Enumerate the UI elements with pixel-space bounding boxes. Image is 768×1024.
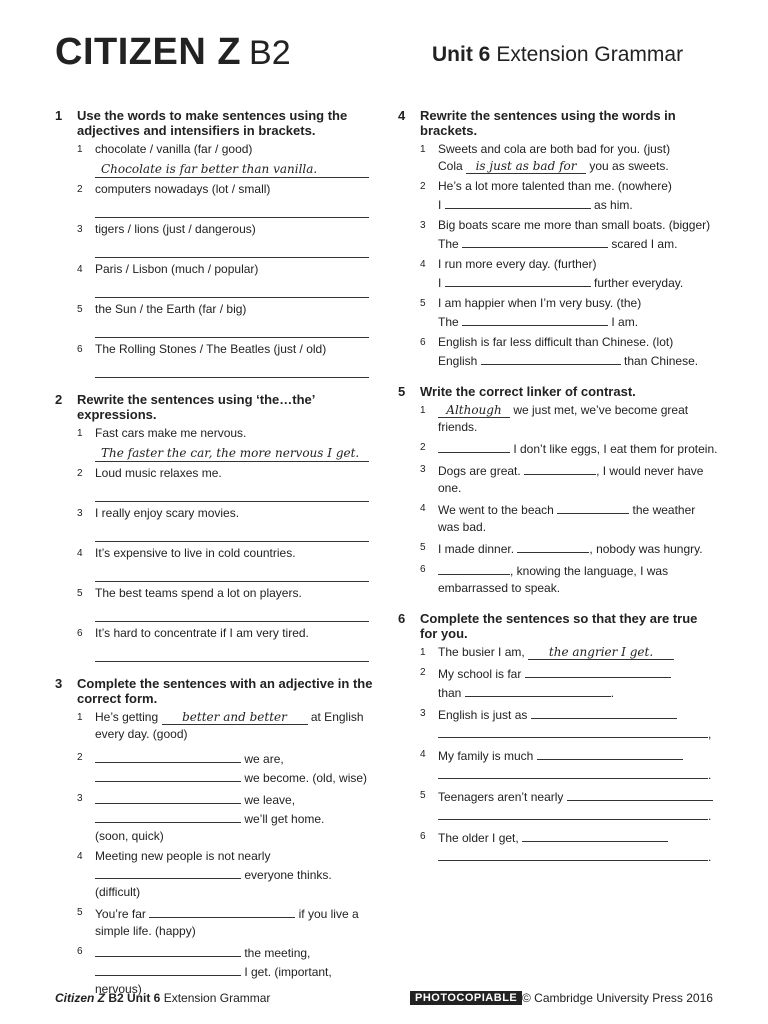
left-column	[55, 108, 375, 998]
answer-blank[interactable]	[95, 865, 241, 879]
exercise-1	[55, 108, 375, 378]
exercise-2	[55, 392, 375, 662]
answer-blank[interactable]	[525, 664, 671, 678]
answer-blank[interactable]	[445, 195, 591, 209]
answer-line[interactable]	[95, 485, 369, 502]
right-column	[398, 108, 718, 866]
unit-title: Extension Grammar	[496, 43, 684, 66]
answer-blank[interactable]	[445, 273, 591, 287]
list-item: 3 Big boats scare me more than small boats. (bigger) The scared I am.	[420, 218, 711, 251]
exercise-5	[398, 384, 718, 597]
answer-blank[interactable]	[438, 724, 708, 738]
answer-line[interactable]	[95, 565, 369, 582]
footer-book-info	[55, 991, 270, 1005]
exercise-heading: 1 Use the words to make sentences using the adjectives and intensifiers in brackets.	[55, 108, 348, 138]
list-item: 6 The Rolling Stones / The Beatles (just / old)	[55, 341, 375, 378]
list-item: 4 It’s expensive to live in cold countries.	[55, 545, 375, 582]
answer-blank[interactable]	[95, 943, 241, 957]
list-item: 1 chocolate / vanilla (far / good) Chocolate is far better than vanilla.	[55, 141, 375, 178]
list-item: 2 Loud music relaxes me.	[55, 465, 375, 502]
list-item: 2 computers nowadays (lot / small)	[55, 181, 375, 218]
copyright-text: © Cambridge University Press 2016	[522, 991, 713, 1005]
answer-blank[interactable]	[522, 828, 668, 842]
list-item: 5 You’re far if you live a simple life. (happy)	[55, 904, 375, 940]
list-item: 3 Dogs are great. , I would never have one.	[398, 461, 718, 497]
answer-blank[interactable]	[438, 806, 708, 820]
answer-blank[interactable]	[438, 439, 510, 453]
answer-blank[interactable]	[95, 962, 241, 976]
answer-blank[interactable]	[438, 561, 510, 575]
answer-blank[interactable]	[567, 787, 713, 801]
answer-blank[interactable]: better and better	[162, 711, 308, 725]
list-item: 4 We went to the beach the weather was bad.	[398, 500, 718, 536]
brand-title	[55, 30, 291, 75]
exercise-heading: 3 Complete the sentences with an adjective in the correct form.	[55, 676, 373, 706]
exercise-heading: 5 Write the correct linker of contrast.	[398, 384, 636, 399]
answer-line[interactable]	[95, 241, 369, 258]
answer-blank[interactable]: the angrier I get.	[528, 646, 674, 660]
list-item: 5 I am happier when I’m very busy. (the) The I am.	[420, 296, 642, 329]
list-item: 5 Teenagers aren’t nearly .	[398, 787, 718, 825]
brand-name: CITIZEN Z	[55, 31, 242, 73]
answer-line[interactable]	[95, 361, 369, 378]
answer-blank[interactable]	[524, 461, 596, 475]
answer-blank[interactable]: is just as bad for	[466, 160, 586, 174]
answer-blank[interactable]	[481, 351, 621, 365]
answer-blank[interactable]	[95, 809, 241, 823]
footer-level-unit: B2 Unit 6	[108, 991, 161, 1005]
answer-blank[interactable]	[95, 768, 241, 782]
list-item: 5 the Sun / the Earth (far / big)	[55, 301, 375, 338]
answer-blank[interactable]	[557, 500, 629, 514]
answer-blank[interactable]	[531, 705, 677, 719]
answer-blank[interactable]	[462, 312, 608, 326]
answer-line[interactable]	[95, 525, 369, 542]
answer-blank[interactable]	[537, 746, 683, 760]
list-item: 1 Although we just met, we’ve become great friends.	[420, 403, 689, 434]
list-item: 3 English is just as ,	[398, 705, 718, 743]
answer-line[interactable]	[95, 201, 369, 218]
footer-book: Citizen Z	[55, 991, 105, 1005]
list-item: 4 Paris / Lisbon (much / popular)	[55, 261, 375, 298]
list-item: 6 , knowing the language, I was embarrassed to speak.	[398, 561, 718, 597]
list-item: 5 The best teams spend a lot on players.	[55, 585, 375, 622]
exercise-4	[398, 108, 718, 370]
list-item: 3 I really enjoy scary movies.	[55, 505, 375, 542]
list-item: 6 The older I get, .	[398, 828, 718, 866]
answer-blank[interactable]	[438, 847, 708, 861]
exercise-6	[398, 611, 718, 866]
photocopiable-badge: PHOTOCOPIABLE	[410, 991, 522, 1005]
list-item: 1 Fast cars make me nervous. The faster the car, the more nervous I get.	[55, 425, 375, 462]
exercise-heading: 2 Rewrite the sentences using ‘the…the’ expressions.	[55, 392, 315, 422]
list-item: 4 I run more every day. (further) I further everyday.	[420, 257, 684, 290]
exercise-3	[55, 676, 375, 998]
list-item: 2 My school is far than .	[398, 664, 718, 702]
unit-number: Unit 6	[432, 43, 491, 66]
answer-blank[interactable]	[462, 234, 608, 248]
list-item: 3 we leave, we’ll get home. (soon, quick)	[55, 790, 375, 845]
list-item: 1 He’s getting better and better at English every day. (good)	[77, 710, 364, 741]
list-item: 1 Sweets and cola are both bad for you. (just) Cola is just as bad for you as sweets.	[420, 142, 671, 173]
list-item: 1 The busier I am, the angrier I get.	[398, 644, 718, 661]
answer-line[interactable]	[95, 321, 369, 338]
answer-line[interactable]: Chocolate is far better than vanilla.	[95, 161, 369, 178]
answer-blank[interactable]	[465, 683, 611, 697]
footer-title: Extension Grammar	[163, 991, 271, 1005]
answer-blank[interactable]	[95, 790, 241, 804]
answer-blank[interactable]	[149, 904, 295, 918]
list-item: 2 He’s a lot more talented than me. (nowhere) I as him.	[420, 179, 672, 212]
list-item: 6 English is far less difficult than Chinese. (lot) English than Chinese.	[420, 335, 699, 368]
answer-line[interactable]	[95, 605, 369, 622]
answer-blank[interactable]: Although	[438, 404, 510, 418]
list-item: 3 tigers / lions (just / dangerous)	[55, 221, 375, 258]
list-item: 2 I don’t like eggs, I eat them for protein.	[398, 439, 718, 458]
answer-blank[interactable]	[95, 749, 241, 763]
unit-heading	[432, 42, 683, 68]
answer-line[interactable]: The faster the car, the more nervous I get.	[95, 445, 369, 462]
list-item: 5 I made dinner. , nobody was hungry.	[398, 539, 718, 558]
brand-level: B2	[249, 34, 291, 72]
list-item: 6 the meeting, I get. (important, nervous)	[55, 943, 375, 998]
list-item: 2 we are, we become. (old, wise)	[55, 749, 375, 787]
answer-line[interactable]	[95, 645, 369, 662]
answer-blank[interactable]	[438, 765, 708, 779]
list-item: 4 Meeting new people is not nearly everyone thinks. (difficult)	[77, 849, 332, 899]
answer-blank[interactable]	[517, 539, 589, 553]
list-item: 6 It’s hard to concentrate if I am very tired.	[55, 625, 375, 662]
exercise-heading: 4 Rewrite the sentences using the words in brackets.	[398, 108, 676, 138]
exercise-heading: 6 Complete the sentences so that they are true for you.	[398, 611, 698, 641]
answer-line[interactable]	[95, 281, 369, 298]
list-item: 4 My family is much .	[398, 746, 718, 784]
